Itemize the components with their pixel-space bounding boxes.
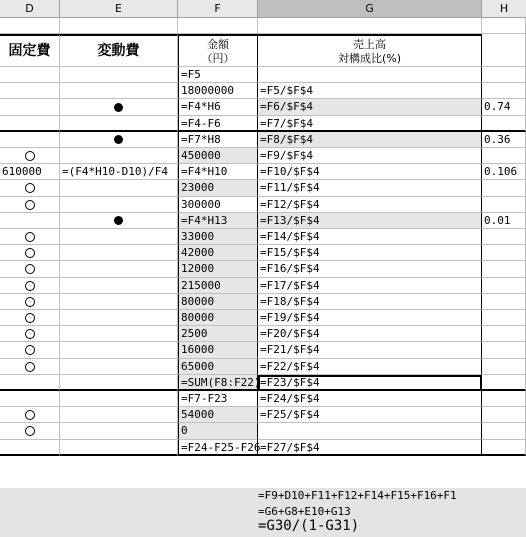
cell-e[interactable] bbox=[60, 391, 178, 407]
cell-e[interactable] bbox=[60, 213, 178, 229]
cell-h[interactable] bbox=[482, 197, 526, 213]
amount-unit-label: （円） bbox=[201, 52, 235, 65]
table-row bbox=[0, 359, 526, 375]
cell-f[interactable] bbox=[178, 359, 258, 375]
cell-e[interactable] bbox=[60, 164, 178, 180]
cell-g[interactable] bbox=[258, 229, 482, 245]
cell-h[interactable] bbox=[482, 245, 526, 261]
cell-e[interactable] bbox=[60, 180, 178, 196]
amount-label: 金額 bbox=[207, 38, 229, 51]
circle-icon bbox=[25, 183, 35, 193]
cell-g[interactable] bbox=[258, 67, 482, 83]
table-row bbox=[0, 229, 526, 245]
cell-h[interactable] bbox=[482, 407, 526, 423]
table-row bbox=[0, 245, 526, 261]
table-row bbox=[0, 375, 526, 391]
cell-g[interactable] bbox=[258, 440, 482, 456]
cell-h[interactable] bbox=[482, 261, 526, 277]
cell-d[interactable] bbox=[0, 407, 60, 423]
cell-e[interactable] bbox=[60, 375, 178, 391]
cell-d[interactable] bbox=[0, 213, 60, 229]
cell-value: =F4*H6 bbox=[181, 100, 221, 114]
cell-f[interactable] bbox=[178, 294, 258, 310]
cell-d[interactable] bbox=[0, 99, 60, 115]
circle-icon bbox=[25, 345, 35, 355]
circle-icon bbox=[25, 151, 35, 161]
cell-d[interactable] bbox=[0, 359, 60, 375]
cell-d[interactable] bbox=[0, 310, 60, 326]
cell-value: 300000 bbox=[181, 197, 221, 211]
table-row bbox=[0, 261, 526, 277]
cell-g[interactable] bbox=[258, 326, 482, 342]
cell-d[interactable] bbox=[0, 83, 60, 99]
cell-f[interactable] bbox=[178, 67, 258, 83]
table-row bbox=[0, 423, 526, 439]
cell-e[interactable] bbox=[60, 197, 178, 213]
cell-d[interactable] bbox=[0, 261, 60, 277]
cell[interactable] bbox=[178, 18, 258, 34]
cell-g[interactable] bbox=[258, 375, 482, 391]
cell-f[interactable] bbox=[178, 245, 258, 261]
cell-h[interactable] bbox=[482, 132, 526, 148]
footer-formula-1[interactable]: =F9+D10+F11+F12+F14+F15+F16+F1 bbox=[258, 489, 457, 502]
cell-value: =F27/$F$4 bbox=[260, 440, 320, 454]
table-row bbox=[0, 83, 526, 99]
table-row bbox=[0, 164, 526, 180]
cell-f[interactable] bbox=[178, 440, 261, 456]
cell-value: 80000 bbox=[181, 311, 215, 324]
cell-value: 0.36 bbox=[484, 132, 511, 146]
cell-value: 42000 bbox=[181, 246, 215, 260]
cell-e[interactable] bbox=[60, 310, 178, 326]
cell-h[interactable] bbox=[482, 359, 526, 375]
bullet-icon bbox=[114, 103, 123, 112]
cell-value: 18000000 bbox=[181, 84, 234, 98]
cell-d[interactable] bbox=[0, 342, 60, 358]
cell-f[interactable] bbox=[178, 213, 258, 229]
cell-e[interactable] bbox=[60, 294, 178, 310]
table-row bbox=[0, 180, 526, 196]
circle-icon bbox=[25, 248, 35, 258]
cell-g[interactable] bbox=[258, 180, 482, 196]
cell-g[interactable] bbox=[258, 423, 482, 439]
blank-row bbox=[0, 18, 526, 34]
cell-e[interactable] bbox=[60, 326, 178, 342]
cell-e[interactable] bbox=[60, 229, 178, 245]
cell-e[interactable] bbox=[60, 148, 178, 164]
sales-label: 売上高 bbox=[353, 38, 386, 51]
cell-e[interactable] bbox=[60, 342, 178, 358]
cell-value: 33000 bbox=[181, 230, 215, 243]
cell-value: =F12/$F$4 bbox=[260, 197, 320, 211]
cell-value: =SUM(F8:F22) bbox=[181, 375, 261, 389]
circle-icon bbox=[25, 313, 35, 323]
cell-g[interactable] bbox=[258, 407, 482, 423]
cell-e[interactable] bbox=[60, 99, 178, 115]
column-header-e[interactable]: E bbox=[60, 0, 178, 17]
cell-g[interactable] bbox=[258, 294, 482, 310]
cell-h[interactable] bbox=[482, 440, 526, 456]
cell-g[interactable] bbox=[258, 359, 482, 375]
cell-f[interactable] bbox=[178, 99, 258, 115]
cell[interactable] bbox=[60, 18, 178, 34]
cell-f[interactable] bbox=[178, 342, 258, 358]
cell-d[interactable] bbox=[0, 294, 60, 310]
cell-value: 215000 bbox=[181, 278, 221, 292]
column-header-h[interactable]: H bbox=[499, 2, 509, 15]
cell-value: =F5 bbox=[181, 68, 201, 81]
cell-value: =F7/$F$4 bbox=[260, 116, 313, 130]
table-row bbox=[0, 67, 526, 83]
cell-value: =F14/$F$4 bbox=[260, 230, 320, 243]
cell-e[interactable] bbox=[60, 116, 178, 132]
cell-h[interactable] bbox=[482, 83, 526, 99]
table-row bbox=[0, 407, 526, 423]
cell-h[interactable] bbox=[482, 310, 526, 326]
cell-h[interactable] bbox=[482, 326, 526, 342]
circle-icon bbox=[25, 281, 35, 291]
cell-h[interactable] bbox=[482, 213, 526, 229]
cell-value: =F25/$F$4 bbox=[260, 408, 320, 422]
cell-value: 0.106 bbox=[484, 165, 518, 179]
cell-g[interactable] bbox=[258, 245, 482, 261]
cell-d[interactable] bbox=[0, 440, 60, 456]
cell-value: =F9/$F$4 bbox=[260, 149, 313, 162]
cell-f[interactable] bbox=[178, 132, 258, 148]
fixed-cost-label: 固定費 bbox=[8, 43, 51, 59]
cell-f[interactable] bbox=[178, 229, 258, 245]
table-row bbox=[0, 213, 526, 229]
cell-d[interactable] bbox=[0, 245, 60, 261]
cell-f[interactable] bbox=[178, 407, 258, 423]
table-row bbox=[0, 440, 526, 456]
cell-d[interactable] bbox=[0, 180, 60, 196]
variable-cost-label: 変動費 bbox=[97, 43, 140, 59]
table-row bbox=[0, 116, 526, 132]
cell-value: =F21/$F$4 bbox=[260, 343, 320, 357]
table-row bbox=[0, 99, 526, 115]
cell-d[interactable] bbox=[0, 375, 60, 391]
bullet-icon bbox=[114, 216, 123, 225]
cell-value: =F4-F6 bbox=[181, 116, 221, 130]
cell-value: =F18/$F$4 bbox=[260, 294, 320, 308]
cell-value: =F15/$F$4 bbox=[260, 246, 320, 260]
cell[interactable] bbox=[0, 18, 60, 34]
title-row bbox=[0, 34, 526, 67]
cell-g[interactable] bbox=[258, 278, 482, 294]
cell-value: 12000 bbox=[181, 262, 215, 276]
cell-value: 2500 bbox=[181, 327, 208, 341]
cell-value: 65000 bbox=[181, 359, 215, 373]
cell-e[interactable] bbox=[60, 261, 178, 277]
cell-value: 16000 bbox=[181, 343, 215, 357]
cell-value: =F16/$F$4 bbox=[260, 262, 320, 276]
cell-e[interactable] bbox=[60, 440, 178, 456]
cell-h[interactable] bbox=[482, 67, 526, 83]
cell-h[interactable] bbox=[482, 375, 526, 391]
cell-g[interactable] bbox=[258, 164, 482, 180]
cell-d[interactable] bbox=[0, 278, 60, 294]
cell-f[interactable] bbox=[178, 197, 258, 213]
table-row bbox=[0, 310, 526, 326]
table-row bbox=[0, 391, 526, 407]
cell-e[interactable] bbox=[60, 278, 178, 294]
cell-f[interactable] bbox=[178, 164, 258, 180]
cell-f[interactable] bbox=[178, 423, 258, 439]
cell-value: 23000 bbox=[181, 181, 215, 195]
circle-icon bbox=[25, 410, 35, 420]
cell-e[interactable] bbox=[60, 423, 178, 439]
cell-d[interactable] bbox=[0, 67, 60, 83]
cell-g[interactable] bbox=[258, 261, 482, 277]
cell-value: =F23/$F$4 bbox=[260, 375, 320, 389]
cell-f[interactable] bbox=[178, 391, 258, 407]
cell-f[interactable] bbox=[178, 278, 258, 294]
cell-h[interactable] bbox=[482, 164, 526, 180]
table-row bbox=[0, 148, 526, 164]
cell-value: =F6/$F$4 bbox=[260, 100, 313, 114]
bullet-icon bbox=[114, 135, 123, 144]
cell-d[interactable] bbox=[0, 116, 60, 132]
cell-h[interactable] bbox=[482, 180, 526, 196]
cell-h[interactable] bbox=[482, 278, 526, 294]
table-row bbox=[0, 197, 526, 213]
cell-h[interactable] bbox=[482, 116, 526, 132]
cell-d[interactable] bbox=[0, 164, 60, 180]
cell-e[interactable] bbox=[60, 67, 178, 83]
cell-value: 0 bbox=[181, 424, 188, 438]
cell-g[interactable] bbox=[258, 132, 482, 148]
table-row bbox=[0, 294, 526, 310]
cell-value: =F17/$F$4 bbox=[260, 278, 320, 292]
cell-value: =F8/$F$4 bbox=[260, 132, 313, 146]
cell-d[interactable] bbox=[0, 132, 60, 148]
footer-formula-2[interactable]: =G6+G8+E10+G13 bbox=[258, 505, 351, 518]
cell-value: =F24/$F$4 bbox=[260, 392, 320, 405]
cell[interactable] bbox=[482, 34, 526, 67]
cell-value: 0.74 bbox=[484, 100, 511, 114]
cell-g[interactable] bbox=[258, 116, 482, 132]
circle-icon bbox=[25, 264, 35, 274]
cell-value: 450000 bbox=[181, 149, 221, 162]
cell-d[interactable] bbox=[0, 148, 60, 164]
column-header-row bbox=[0, 0, 526, 18]
variable-cost-header[interactable] bbox=[60, 34, 178, 67]
cell-h[interactable] bbox=[482, 342, 526, 358]
cell-value: =F5/$F$4 bbox=[260, 84, 313, 98]
cell-e[interactable] bbox=[60, 83, 178, 99]
cell-d[interactable] bbox=[0, 229, 60, 245]
column-header-g[interactable]: G bbox=[258, 0, 482, 17]
cell-value: =(F4*H10-D10)/F4 bbox=[62, 165, 168, 179]
cell-h[interactable] bbox=[482, 294, 526, 310]
table-row bbox=[0, 278, 526, 294]
cell-h[interactable] bbox=[482, 148, 526, 164]
cell-d[interactable] bbox=[0, 423, 60, 439]
cell-f[interactable] bbox=[178, 310, 258, 326]
circle-icon bbox=[25, 200, 35, 210]
cell-h[interactable] bbox=[482, 423, 526, 439]
circle-icon bbox=[25, 362, 35, 372]
cell-value: 80000 bbox=[181, 294, 215, 308]
cell-h[interactable] bbox=[482, 391, 526, 407]
cell-e[interactable] bbox=[60, 407, 178, 423]
column-header-d[interactable]: D bbox=[0, 0, 60, 17]
cell-value: 54000 bbox=[181, 408, 215, 422]
circle-icon bbox=[25, 232, 35, 242]
circle-icon bbox=[25, 297, 35, 307]
cell-e[interactable] bbox=[60, 359, 178, 375]
cell-value: 0.01 bbox=[484, 213, 511, 227]
cell-d[interactable] bbox=[0, 391, 60, 407]
table-row bbox=[0, 342, 526, 358]
cell-g[interactable] bbox=[258, 148, 482, 164]
sales-ratio-header[interactable] bbox=[258, 34, 482, 67]
cell[interactable] bbox=[258, 18, 482, 34]
cell-value: =F7*H8 bbox=[181, 132, 221, 146]
cell[interactable] bbox=[482, 18, 526, 34]
table-row bbox=[0, 326, 526, 342]
fixed-cost-header[interactable] bbox=[0, 34, 60, 67]
table-row bbox=[0, 132, 526, 148]
cell-g[interactable] bbox=[258, 213, 482, 229]
cell-e[interactable] bbox=[60, 132, 178, 148]
cell-e[interactable] bbox=[60, 245, 178, 261]
cell-f[interactable] bbox=[178, 375, 261, 391]
cell-g[interactable] bbox=[258, 342, 482, 358]
cell-value: 610000 bbox=[2, 165, 42, 179]
cell-value: =F19/$F$4 bbox=[260, 311, 320, 324]
cell-f[interactable] bbox=[178, 180, 258, 196]
cell-f[interactable] bbox=[178, 116, 258, 132]
cell-f[interactable] bbox=[178, 326, 258, 342]
cell-h[interactable] bbox=[482, 99, 526, 115]
column-header-f[interactable]: F bbox=[178, 0, 258, 17]
footer-formula-3[interactable]: =G30/(1-G31) bbox=[258, 518, 360, 534]
cell-f[interactable] bbox=[178, 83, 258, 99]
cell-g[interactable] bbox=[258, 197, 482, 213]
cell-d[interactable] bbox=[0, 326, 60, 342]
cell-value: =F11/$F$4 bbox=[260, 181, 320, 195]
cell-value: =F20/$F$4 bbox=[260, 327, 320, 341]
cell-g[interactable] bbox=[258, 391, 482, 407]
cell-g[interactable] bbox=[258, 83, 482, 99]
cell-h[interactable] bbox=[482, 229, 526, 245]
circle-icon bbox=[25, 426, 35, 436]
cell-value: =F10/$F$4 bbox=[260, 165, 320, 179]
amount-header[interactable] bbox=[178, 34, 258, 67]
cell-d[interactable] bbox=[0, 197, 60, 213]
composition-ratio-label: 対構成比(%) bbox=[337, 52, 402, 65]
cell-f[interactable] bbox=[178, 148, 258, 164]
cell-value: =F22/$F$4 bbox=[260, 359, 320, 373]
cell-value: =F24-F25-F26 bbox=[181, 440, 261, 454]
cell-f[interactable] bbox=[178, 261, 258, 277]
cell-value: =F13/$F$4 bbox=[260, 213, 320, 227]
cell-value: =F4*H13 bbox=[181, 213, 228, 227]
cell-value: =F4*H10 bbox=[181, 165, 228, 179]
cell-g[interactable] bbox=[258, 99, 482, 115]
cell-g[interactable] bbox=[258, 310, 482, 326]
circle-icon bbox=[25, 329, 35, 339]
cell-value: =F7-F23 bbox=[181, 392, 228, 405]
